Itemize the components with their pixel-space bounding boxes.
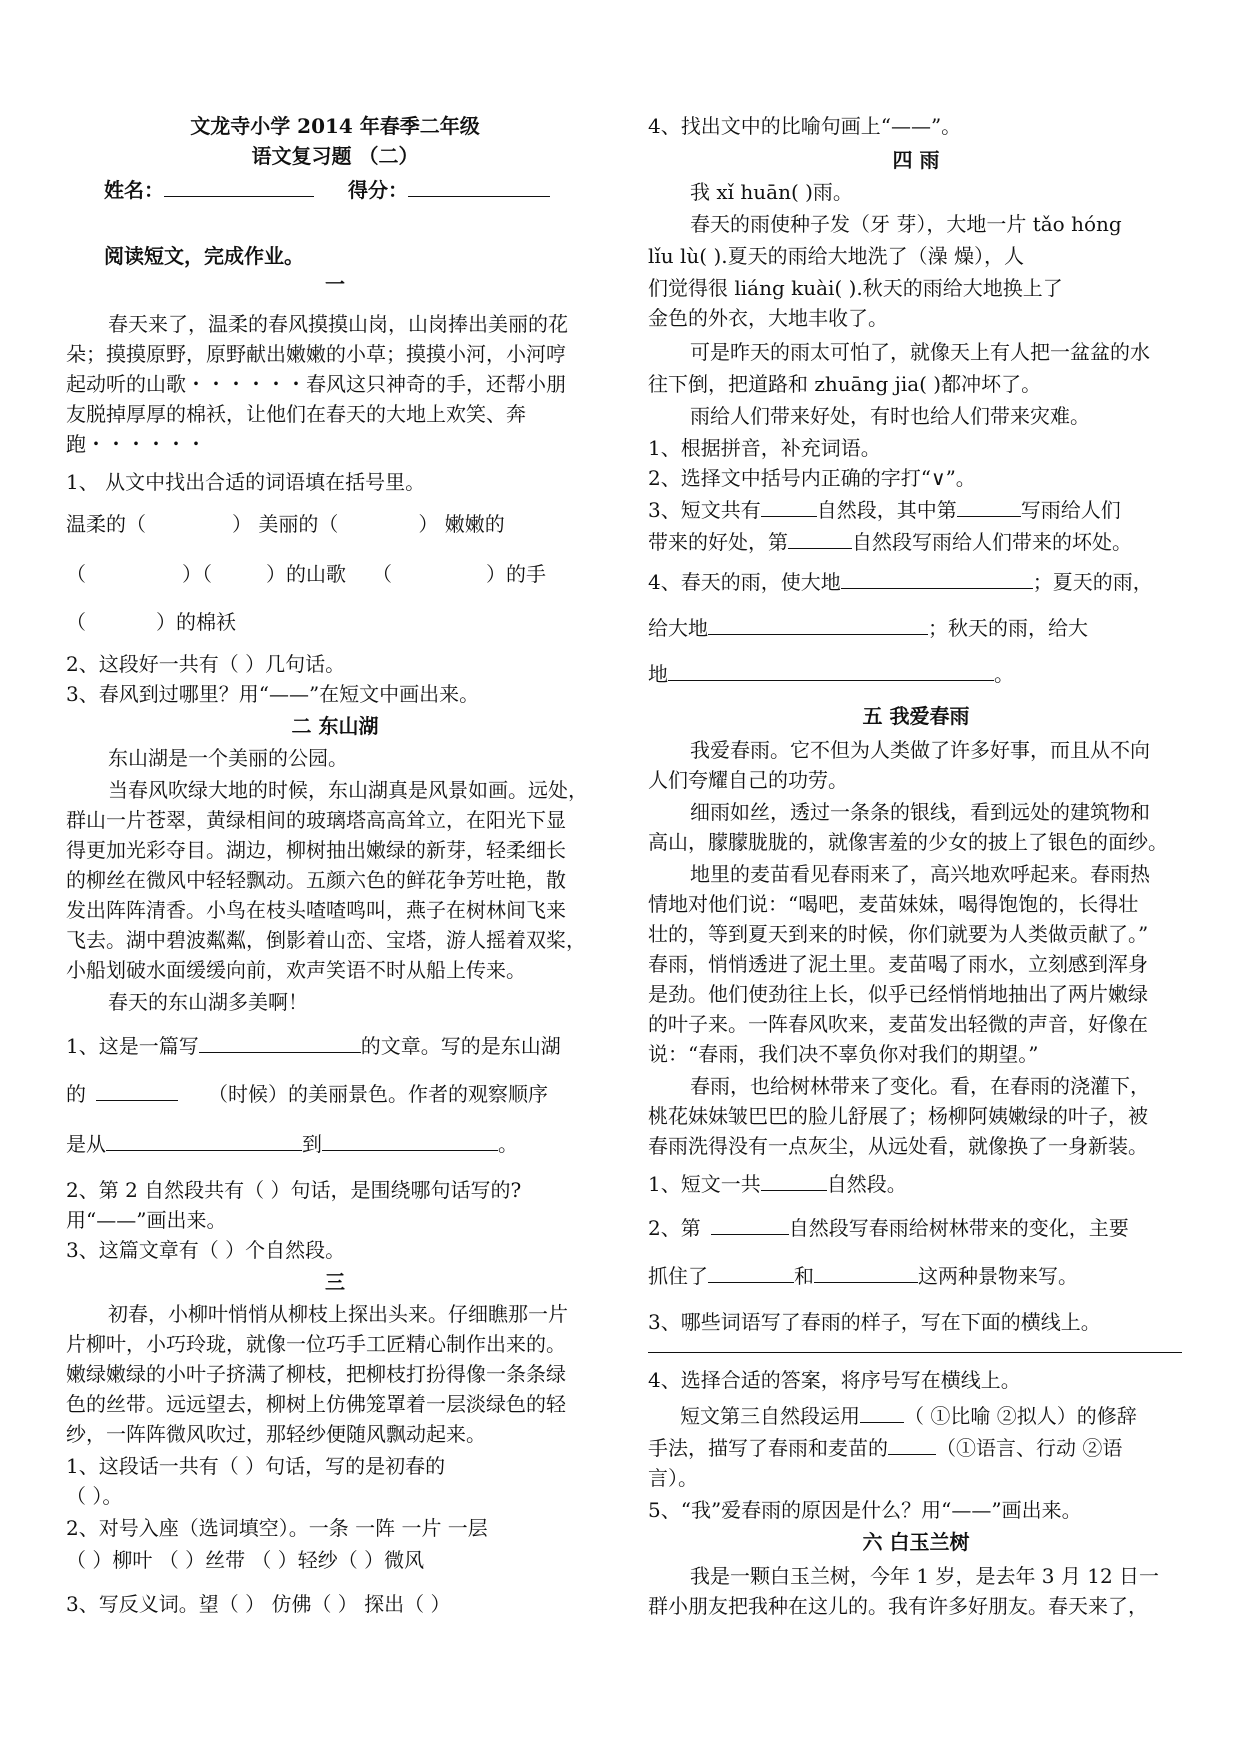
answer-blank[interactable] (888, 1434, 936, 1455)
sec2-line: 春天的东山湖多美啊！ (108, 990, 308, 1014)
sec4-line: 可是昨天的雨太可怕了，就像天上有人把一盆盆的水 (690, 340, 1150, 364)
sec1-question-3: 3、春风到过哪里？用“——”在短文中画出来。 (66, 682, 480, 706)
q-text: （ (372, 562, 392, 586)
q-text: 4、春天的雨，使大地 (648, 570, 841, 594)
answer-blank[interactable] (761, 1170, 827, 1191)
sec5-line: 情地对他们说：“喝吧，麦苗妹妹，喝得饱饱的，长得壮 (648, 892, 1139, 916)
q-text: 温柔的（ (66, 512, 146, 536)
sec5-q1-row (648, 1170, 907, 1198)
sec2-question-2b: 用“——”画出来。 (66, 1208, 227, 1232)
q-text: （时候）的美丽景色。作者的观察顺序 (208, 1082, 548, 1106)
q-text: 。 (994, 662, 1014, 686)
sec3-question-3: 3、写反义词。望（ ） 仿佛（ ） 探出（ ） (66, 1592, 451, 1616)
sec5-line: 我爱春雨。它不但为人类做了许多好事，而且从不向 (690, 738, 1150, 762)
answer-blank[interactable] (788, 528, 852, 549)
name-blank[interactable] (164, 176, 314, 197)
sec6-line: 我是一颗白玉兰树，今年 1 岁，是去年 3 月 12 日一 (690, 1564, 1160, 1588)
section6-title: 六 白玉兰树 (862, 1530, 970, 1554)
q-text: 自然段。 (826, 1172, 907, 1196)
sec2-question-3: 3、这篇文章有（ ）个自然段。 (66, 1238, 346, 1262)
score-label: 得分： (348, 178, 408, 202)
sec5-q4-row3: 言）。 (648, 1466, 698, 1490)
sec1-question-2: 2、这段好一共有（ ）几句话。 (66, 652, 346, 676)
sec4-line: 们觉得很 liáng kuài( ).秋天的雨给大地换上了 (648, 276, 1063, 300)
page-title-line2: 语文复习题 （二） (251, 144, 419, 168)
sec4-line: 雨给人们带来好处，有时也给人们带来灾难。 (690, 404, 1090, 428)
q-text: 的 (66, 1082, 86, 1106)
answer-blank[interactable] (199, 1032, 361, 1053)
sec5-q2-row1 (648, 1214, 1129, 1242)
sec5-line: 桃花妹妹皱巴巴的脸儿舒展了；杨柳阿姨嫩绿的叶子，被 (648, 1104, 1148, 1128)
answer-blank[interactable] (322, 1130, 498, 1151)
q-text: ）的手 (486, 562, 546, 586)
sec4-line: lǐu lù( ).夏天的雨给大地洗了（澡 燥），人 (648, 244, 1024, 268)
sec5-q3-answer-line[interactable] (648, 1352, 1182, 1353)
sec5-line: 地里的麦苗看见春雨来了，高兴地欢呼起来。春雨热 (690, 862, 1150, 886)
sec4-question-1: 1、根据拼音，补充词语。 (648, 436, 881, 460)
answer-blank[interactable] (106, 1130, 302, 1151)
answer-blank[interactable] (668, 660, 994, 681)
sec4-q4-row1 (648, 568, 1153, 596)
sec4-q4-row2 (648, 614, 1088, 642)
q-text: 到 (302, 1132, 322, 1156)
sec6-line: 群小朋友把我种在这儿的。我有许多好朋友。春天来了， (648, 1594, 1148, 1618)
name-label: 姓名： (104, 178, 164, 202)
answer-blank[interactable] (957, 496, 1021, 517)
q-text: （ ①比喻 ②拟人）的修辞 (904, 1404, 1137, 1428)
q-text: 1、这是一篇写 (66, 1034, 199, 1058)
q-text: 1、短文一共 (648, 1172, 761, 1196)
sec3-line: 初春，小柳叶悄悄从柳枝上探出头来。仔细瞧那一片 (108, 1302, 568, 1326)
q-text: ；秋天的雨，给大 (928, 616, 1088, 640)
sec1-q1-row2 (66, 560, 546, 588)
q-text: 自然段写雨给人们带来的坏处。 (852, 530, 1132, 554)
q-text: （ (66, 562, 86, 586)
q-text: 带来的好处，第 (648, 530, 788, 554)
sec5-question-3: 3、哪些词语写了春雨的样子，写在下面的横线上。 (648, 1310, 1101, 1334)
q-text: 自然段写春雨给树林带来的变化，主要 (788, 1216, 1129, 1240)
sec2-line: 群山一片苍翠，黄绿相间的玻璃塔高高耸立，在阳光下显 (66, 808, 566, 832)
q-text: ）的棉袄 (156, 610, 236, 634)
sec5-q2-row2 (648, 1262, 1078, 1290)
q-text: 抓住了 (648, 1264, 708, 1288)
q-text: ） 美丽的（ (232, 512, 339, 536)
q-text: 和 (794, 1264, 814, 1288)
sec2-line: 得更加光彩夺目。湖边，柳树抽出嫩绿的新芽，轻柔细长 (66, 838, 566, 862)
q-text: 的文章。写的是东山湖 (360, 1034, 561, 1058)
sec1-line: 跑・・・・・・ (66, 432, 206, 456)
sec2-line: 东山湖是一个美丽的公园。 (108, 746, 348, 770)
name-score-row (104, 176, 550, 204)
sec4-line: 春天的雨使种子发（牙 芽），大地一片 tǎo hóng (690, 212, 1122, 236)
sec2-line: 当春风吹绿大地的时候，东山湖真是风景如画。远处， (108, 778, 588, 802)
q-text: ；夏天的雨， (1032, 570, 1153, 594)
q-text: 3、短文共有 (648, 498, 761, 522)
sec5-line: 说：“春雨，我们决不辜负你对我们的期望。” (648, 1042, 1039, 1066)
sec5-q4-row2 (648, 1434, 1122, 1462)
instruction: 阅读短文，完成作业。 (104, 244, 304, 268)
sec5-question-5: 5、“我”爱春雨的原因是什么？用“——”画出来。 (648, 1498, 1082, 1522)
answer-blank[interactable] (708, 1262, 794, 1283)
q-text: 这两种景物来写。 (918, 1264, 1078, 1288)
page-title-line1: 文龙寺小学 2014 年春季二年级 (190, 114, 480, 138)
sec3-question-1a: 1、这段话一共有（ ）句话，写的是初春的 (66, 1454, 446, 1478)
sec3-question-2a: 2、对号入座（选词填空）。一条 一阵 一片 一层 (66, 1516, 488, 1540)
answer-blank[interactable] (96, 1080, 178, 1101)
sec3-line: 色的丝带。远远望去，柳树上仿佛笼罩着一层淡绿色的轻 (66, 1392, 566, 1416)
section2-title: 二 东山湖 (291, 714, 379, 738)
sec1-q1-row1 (66, 510, 505, 538)
q-text: ）的山歌 (266, 562, 346, 586)
sec5-line: 的叶子来。一阵春风吹来，麦苗发出轻微的声音，好像在 (648, 1012, 1148, 1036)
q-text: 写雨给人们 (1020, 498, 1121, 522)
sec4-q3-row1 (648, 496, 1121, 524)
sec1-line: 春天来了，温柔的春风摸摸山岗，山岗捧出美丽的花 (108, 312, 568, 336)
sec1-line: 朵；摸摸原野，原野献出嫩嫩的小草；摸摸小河，小河哼 (66, 342, 566, 366)
section3-title: 三 (325, 1270, 345, 1294)
answer-blank[interactable] (708, 614, 928, 635)
answer-blank[interactable] (711, 1214, 789, 1235)
sec4-line: 金色的外衣，大地丰收了。 (648, 306, 888, 330)
q-text: 短文第三自然段运用 (680, 1404, 860, 1428)
q-text: 给大地 (648, 616, 708, 640)
sec1-question-1: 1、 从文中找出合适的词语填在括号里。 (66, 470, 426, 494)
answer-blank[interactable] (860, 1402, 904, 1423)
sec2-line: 发出阵阵清香。小鸟在枝头喳喳鸣叫，燕子在树林间飞来 (66, 898, 566, 922)
answer-blank[interactable] (814, 1262, 918, 1283)
sec4-question-2: 2、选择文中括号内正确的字打“∨”。 (648, 466, 976, 490)
q-text: （ (66, 610, 86, 634)
section1-title: 一 (325, 272, 345, 296)
section5-title: 五 我爱春雨 (862, 704, 970, 728)
sec2-line: 的柳丝在微风中轻轻飘动。五颜六色的鲜花争芳吐艳，散 (66, 868, 566, 892)
answer-blank[interactable] (761, 496, 817, 517)
sec3-line: 纱，一阵阵微风吹过，那轻纱便随风飘动起来。 (66, 1422, 486, 1446)
answer-blank[interactable] (841, 568, 1033, 589)
sec4-line: 我 xǐ huān( )雨。 (690, 180, 853, 204)
sec5-q4-row1 (648, 1402, 1137, 1430)
sec5-line: 人们夸耀自己的功劳。 (648, 768, 848, 792)
q-text: 自然段，其中第 (816, 498, 957, 522)
sec2-q1-row1 (66, 1032, 561, 1060)
sec5-line: 细雨如丝，透过一条条的银线，看到远处的建筑物和 (690, 800, 1150, 824)
sec3-question-4: 4、找出文中的比喻句画上“——”。 (648, 114, 962, 138)
sec5-question-4: 4、选择合适的答案，将序号写在横线上。 (648, 1368, 1021, 1392)
sec2-question-2a: 2、第 2 自然段共有（ ）句话，是围绕哪句话写的? (66, 1178, 522, 1202)
sec3-question-2b: （ ）柳叶 （ ）丝带 （ ）轻纱（ ）微风 (66, 1548, 425, 1572)
sec5-line: 春雨，悄悄透进了泥土里。麦苗喝了雨水，立刻感到浑身 (648, 952, 1148, 976)
sec1-line: 起动听的山歌・・・・・・春风这只神奇的手，还帮小朋 (66, 372, 566, 396)
q-text: 是从 (66, 1132, 106, 1156)
sec5-line: 高山，朦朦胧胧的，就像害羞的少女的披上了银色的面纱。 (648, 830, 1168, 854)
q-text: 2、第 (648, 1216, 701, 1240)
sec4-q4-row3 (648, 660, 1014, 688)
sec5-line: 壮的，等到夏天到来的时候，你们就要为人类做贡献了。” (648, 922, 1149, 946)
sec2-line: 飞去。湖中碧波粼粼，倒影着山峦、宝塔，游人摇着双桨， (66, 928, 586, 952)
sec3-question-1b: （ ）。 (66, 1484, 123, 1508)
sec4-q3-row2 (648, 528, 1132, 556)
sec2-line: 小船划破水面缓缓向前，欢声笑语不时从船上传来。 (66, 958, 526, 982)
sec5-line: 春雨，也给树林带来了变化。看，在春雨的浇灌下， (690, 1074, 1150, 1098)
q-text: ）（ (182, 562, 212, 586)
sec2-q1-row2 (66, 1080, 548, 1108)
sec2-q1-row3 (66, 1130, 518, 1158)
sec5-line: 春雨洗得没有一点灰尘，从远处看，就像换了一身新装。 (648, 1134, 1148, 1158)
sec5-line: 是劲。他们使劲往上长，似乎已经悄悄地抽出了两片嫩绿 (648, 982, 1148, 1006)
sec1-q1-row3 (66, 608, 236, 636)
sec1-line: 友脱掉厚厚的棉袄，让他们在春天的大地上欢笑、奔 (66, 402, 526, 426)
q-text: ） 嫩嫩的 (418, 512, 505, 536)
score-blank[interactable] (408, 176, 550, 197)
q-text: （①语言、行动 ②语 (936, 1436, 1123, 1460)
sec3-line: 片柳叶，小巧玲珑，就像一位巧手工匠精心制作出来的。 (66, 1332, 566, 1356)
q-text: 。 (498, 1132, 518, 1156)
sec4-line: 往下倒，把道路和 zhuāng jia( )都冲坏了。 (648, 372, 1042, 396)
q-text: 手法，描写了春雨和麦苗的 (648, 1436, 888, 1460)
q-text: 地 (648, 662, 668, 686)
section4-title: 四 雨 (892, 148, 940, 172)
sec3-line: 嫩绿嫩绿的小叶子挤满了柳枝，把柳枝打扮得像一条条绿 (66, 1362, 566, 1386)
